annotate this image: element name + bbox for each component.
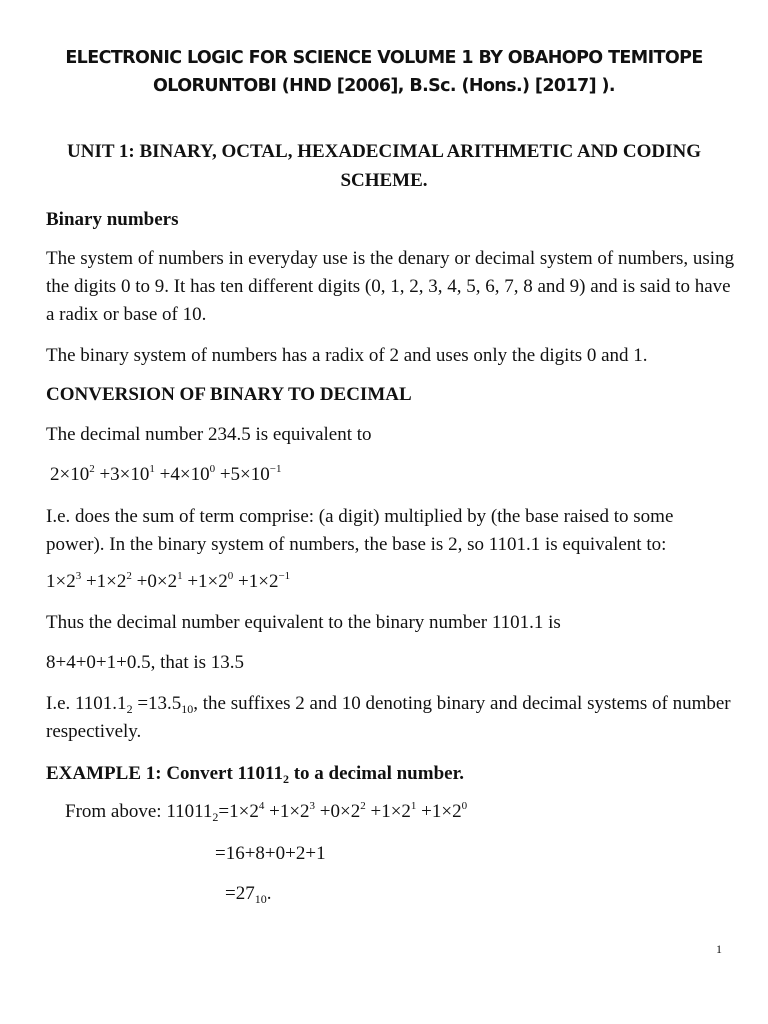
document-title: ELECTRONIC LOGIC FOR SCIENCE VOLUME 1 BY OBAHOPO TEMITOPE OLORUNTOBI (HND [2006], B.Sc. (Hons.) [2017] ).: [65, 48, 703, 96]
formula-term: [264, 801, 315, 822]
section-heading-conversion: CONVERSION OF BINARY TO DECIMAL: [46, 384, 412, 405]
example-heading-subscript: 2: [282, 772, 289, 786]
example-result-prefix: =27: [225, 883, 255, 904]
example-1-heading: [46, 760, 736, 788]
formula-term-exponent: 1: [177, 570, 183, 582]
formula-term-base: 1×2: [46, 571, 76, 592]
paragraph-decimal-system: The system of numbers in everyday use is the denary or decimal system of numbers, using the digits 0 to 9. It has ten different digits (0, 1, 2, 3, 4, 5, 6, 7, 8 and 9) and is said to have a radix or base of 10.: [46, 248, 735, 325]
formula-term-exponent: 1: [149, 463, 155, 475]
formula-term-exponent: 2: [126, 570, 132, 582]
formula-term: [50, 464, 95, 485]
sum-line: 8+4+0+1+0.5, that is 13.5: [46, 652, 245, 673]
formula-term: [183, 571, 234, 592]
binary-expansion-formula: [46, 568, 736, 596]
formula-term-base: +0×2: [315, 801, 361, 822]
formula-term-base: +1×2: [233, 571, 279, 592]
example-1-result: [225, 880, 768, 908]
page-number: 1: [716, 942, 722, 956]
example-result-suffix: .: [266, 883, 272, 904]
formula-term: [132, 571, 183, 592]
ie-subscript-10: 10: [181, 702, 194, 716]
formula-term-exponent: 0: [209, 463, 216, 475]
formula-term-base: +1×2: [365, 801, 411, 822]
example-1-step-2: =16+8+0+2+1: [215, 843, 326, 864]
formula-term: [95, 464, 155, 485]
ie-prefix: I.e. 1101.1: [46, 693, 127, 714]
unit-title: UNIT 1: BINARY, OCTAL, HEXADECIMAL ARITHMETIC AND CODING SCHEME.: [67, 141, 701, 191]
formula-term: [233, 571, 290, 592]
example-1-step-1: [65, 798, 755, 826]
formula-term-base: +1×2: [182, 571, 228, 592]
formula-term-base: +0×2: [131, 571, 178, 592]
formula-term-base: +5×10: [215, 464, 270, 485]
example-result-subscript: 10: [254, 892, 267, 906]
formula-term: [229, 801, 264, 822]
formula-term: [81, 571, 132, 592]
ie-subscript-2: 2: [126, 702, 133, 716]
example-heading-suffix: to a decimal number.: [288, 763, 465, 784]
paragraph-suffix-explanation: [46, 690, 736, 746]
formula-term-base: +4×10: [154, 464, 210, 485]
formula-term: [315, 801, 366, 822]
formula-term-exponent: 2: [360, 800, 366, 812]
formula-term: [46, 571, 81, 592]
formula-term-base: +1×2: [416, 801, 462, 822]
formula-term-exponent: 4: [258, 800, 265, 812]
formula-term-base: 1×2: [229, 801, 259, 822]
formula-term-exponent: 2: [89, 463, 95, 475]
formula-term-exponent: 0: [227, 570, 234, 582]
example-from-equals: =: [218, 801, 230, 822]
formula-term-exponent: 1: [410, 800, 417, 812]
ie-equals: =13.5: [132, 693, 182, 714]
thus-line: Thus the decimal number equivalent to the binary number 1101.1 is: [46, 612, 561, 633]
example-from-prefix: From above: 11011: [65, 801, 213, 822]
ie-suffix: , the suffixes 2 and 10 denoting binary and decimal systems of number respectively.: [46, 693, 731, 742]
formula-term-exponent: 0: [461, 800, 468, 812]
section-heading-binary-numbers: Binary numbers: [46, 209, 179, 230]
formula-term: [416, 801, 467, 822]
formula-term-exponent: 3: [75, 570, 82, 582]
paragraph-explanation: I.e. does the sum of term comprise: (a digit) multiplied by (the base raised to some power). In the binary system of numbers, the base is 2, so 1101.1 is equivalent to:: [46, 506, 674, 555]
formula-term-base: +1×2: [81, 571, 127, 592]
formula-term: [366, 801, 417, 822]
formula-term-base: +3×10: [94, 464, 150, 485]
example-expansion-formula: [229, 801, 467, 822]
decimal-intro-line: The decimal number 234.5 is equivalent to: [46, 424, 372, 445]
formula-term-base: 2×10: [50, 464, 90, 485]
formula-term-exponent: −1: [269, 463, 282, 475]
formula-term-exponent: −1: [278, 570, 291, 582]
decimal-expansion-formula: [50, 461, 740, 489]
example-heading-prefix: EXAMPLE 1: Convert 11011: [46, 763, 283, 784]
formula-term: [215, 464, 281, 485]
formula-term-base: +1×2: [264, 801, 310, 822]
paragraph-binary-system: The binary system of numbers has a radix of 2 and uses only the digits 0 and 1.: [46, 345, 648, 366]
formula-term-exponent: 3: [309, 800, 316, 812]
example-from-subscript: 2: [212, 810, 219, 824]
formula-term: [155, 464, 215, 485]
